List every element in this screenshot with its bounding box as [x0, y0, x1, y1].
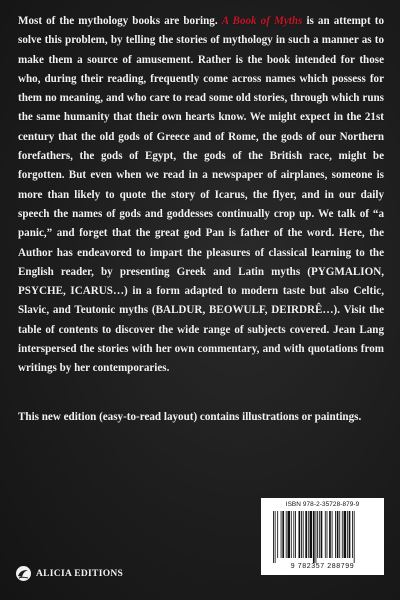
barcode-bar [293, 511, 294, 558]
barcode-bar [320, 511, 322, 558]
barcode-bar [353, 511, 354, 563]
barcode-bar [352, 511, 353, 558]
barcode-bar [285, 511, 286, 558]
barcode-bar [317, 511, 318, 558]
barcode-bar [339, 511, 340, 558]
publisher-logo-icon [16, 566, 31, 581]
barcode-bar [302, 511, 303, 558]
back-cover-blurb [18, 12, 384, 379]
publisher-name: ALICIA EDITIONS [36, 568, 124, 579]
barcode-bar [274, 511, 275, 563]
barcode-bar [301, 511, 302, 558]
barcode-bar [277, 511, 278, 558]
barcode-bar [336, 511, 338, 558]
barcode-bar [309, 511, 312, 558]
edition-note: This new edition (easy-to-read layout) contains illustrations or paintings. [18, 411, 362, 423]
barcode-bar [315, 511, 316, 563]
barcode-bar [287, 511, 290, 558]
barcode-bar [326, 511, 327, 558]
barcode-bar [273, 511, 274, 563]
barcode-bar [298, 511, 300, 558]
isbn-barcode-box [261, 498, 384, 575]
barcode-bar [331, 511, 332, 558]
barcode-bar [307, 511, 308, 558]
barcode-bar [290, 511, 291, 558]
barcode-bar [329, 511, 331, 558]
blurb-intro: Most of the mythology books are boring. [18, 15, 218, 27]
barcode-bar [312, 511, 314, 563]
barcode [269, 511, 377, 563]
barcode-bar [348, 511, 350, 558]
book-title: A Book of Myths [221, 15, 303, 27]
barcode-bar [318, 511, 319, 558]
barcode-bar [305, 511, 307, 558]
barcode-bar [341, 511, 342, 558]
barcode-bar [295, 511, 296, 558]
blurb-body: is an attempt to solve this problem, by telling the stories of mythology in such a manner as to make them a source of amusement. Rather is the book intended for those who, during their reading, frequently come across names which possess for them no meaning, and who care to read some old stories, through which runs the same humanity that their own hearts know. We might expect in the 21st century that the old gods of Greece and of Rome, the gods of our Northern forefathers, the gods of Egypt, the gods of the British race, might be forgotten. But even when we read in a newspaper of airplanes, someone is more than likely to quote the story of Icarus, the flyer, and in our daily speech the names of gods and goddesses continually crop up. We talk of “a panic,” and forget that the great god Pan is father of the word. Here, the Author has endeavored to impart the pleasures of classical learning to the English reader, by presenting Greek and Latin myths (PYGMALION, PSYCHE, ICARUS…) in a form adapted to modern taste but also Celtic, Slavic, and Teutonic myths (BALDUR, BEOWULF, DEIRDRÊ…). Visit the table of contents to discover the wide range of subjects covered. Jean Lang interspersed the stories with her own commentary, and with quotations from writings by her contemporaries. [18, 15, 384, 375]
publisher-imprint [16, 566, 123, 581]
barcode-bar [280, 511, 281, 558]
isbn-label: ISBN 978-2-35728-879-9 [285, 501, 360, 508]
barcode-digits: 9 782357 288799 [290, 563, 355, 570]
barcode-bar [335, 511, 336, 558]
barcode-bar [343, 511, 346, 558]
barcode-bar [346, 511, 347, 558]
barcode-bar [324, 511, 325, 558]
barcode-bar [282, 511, 284, 558]
